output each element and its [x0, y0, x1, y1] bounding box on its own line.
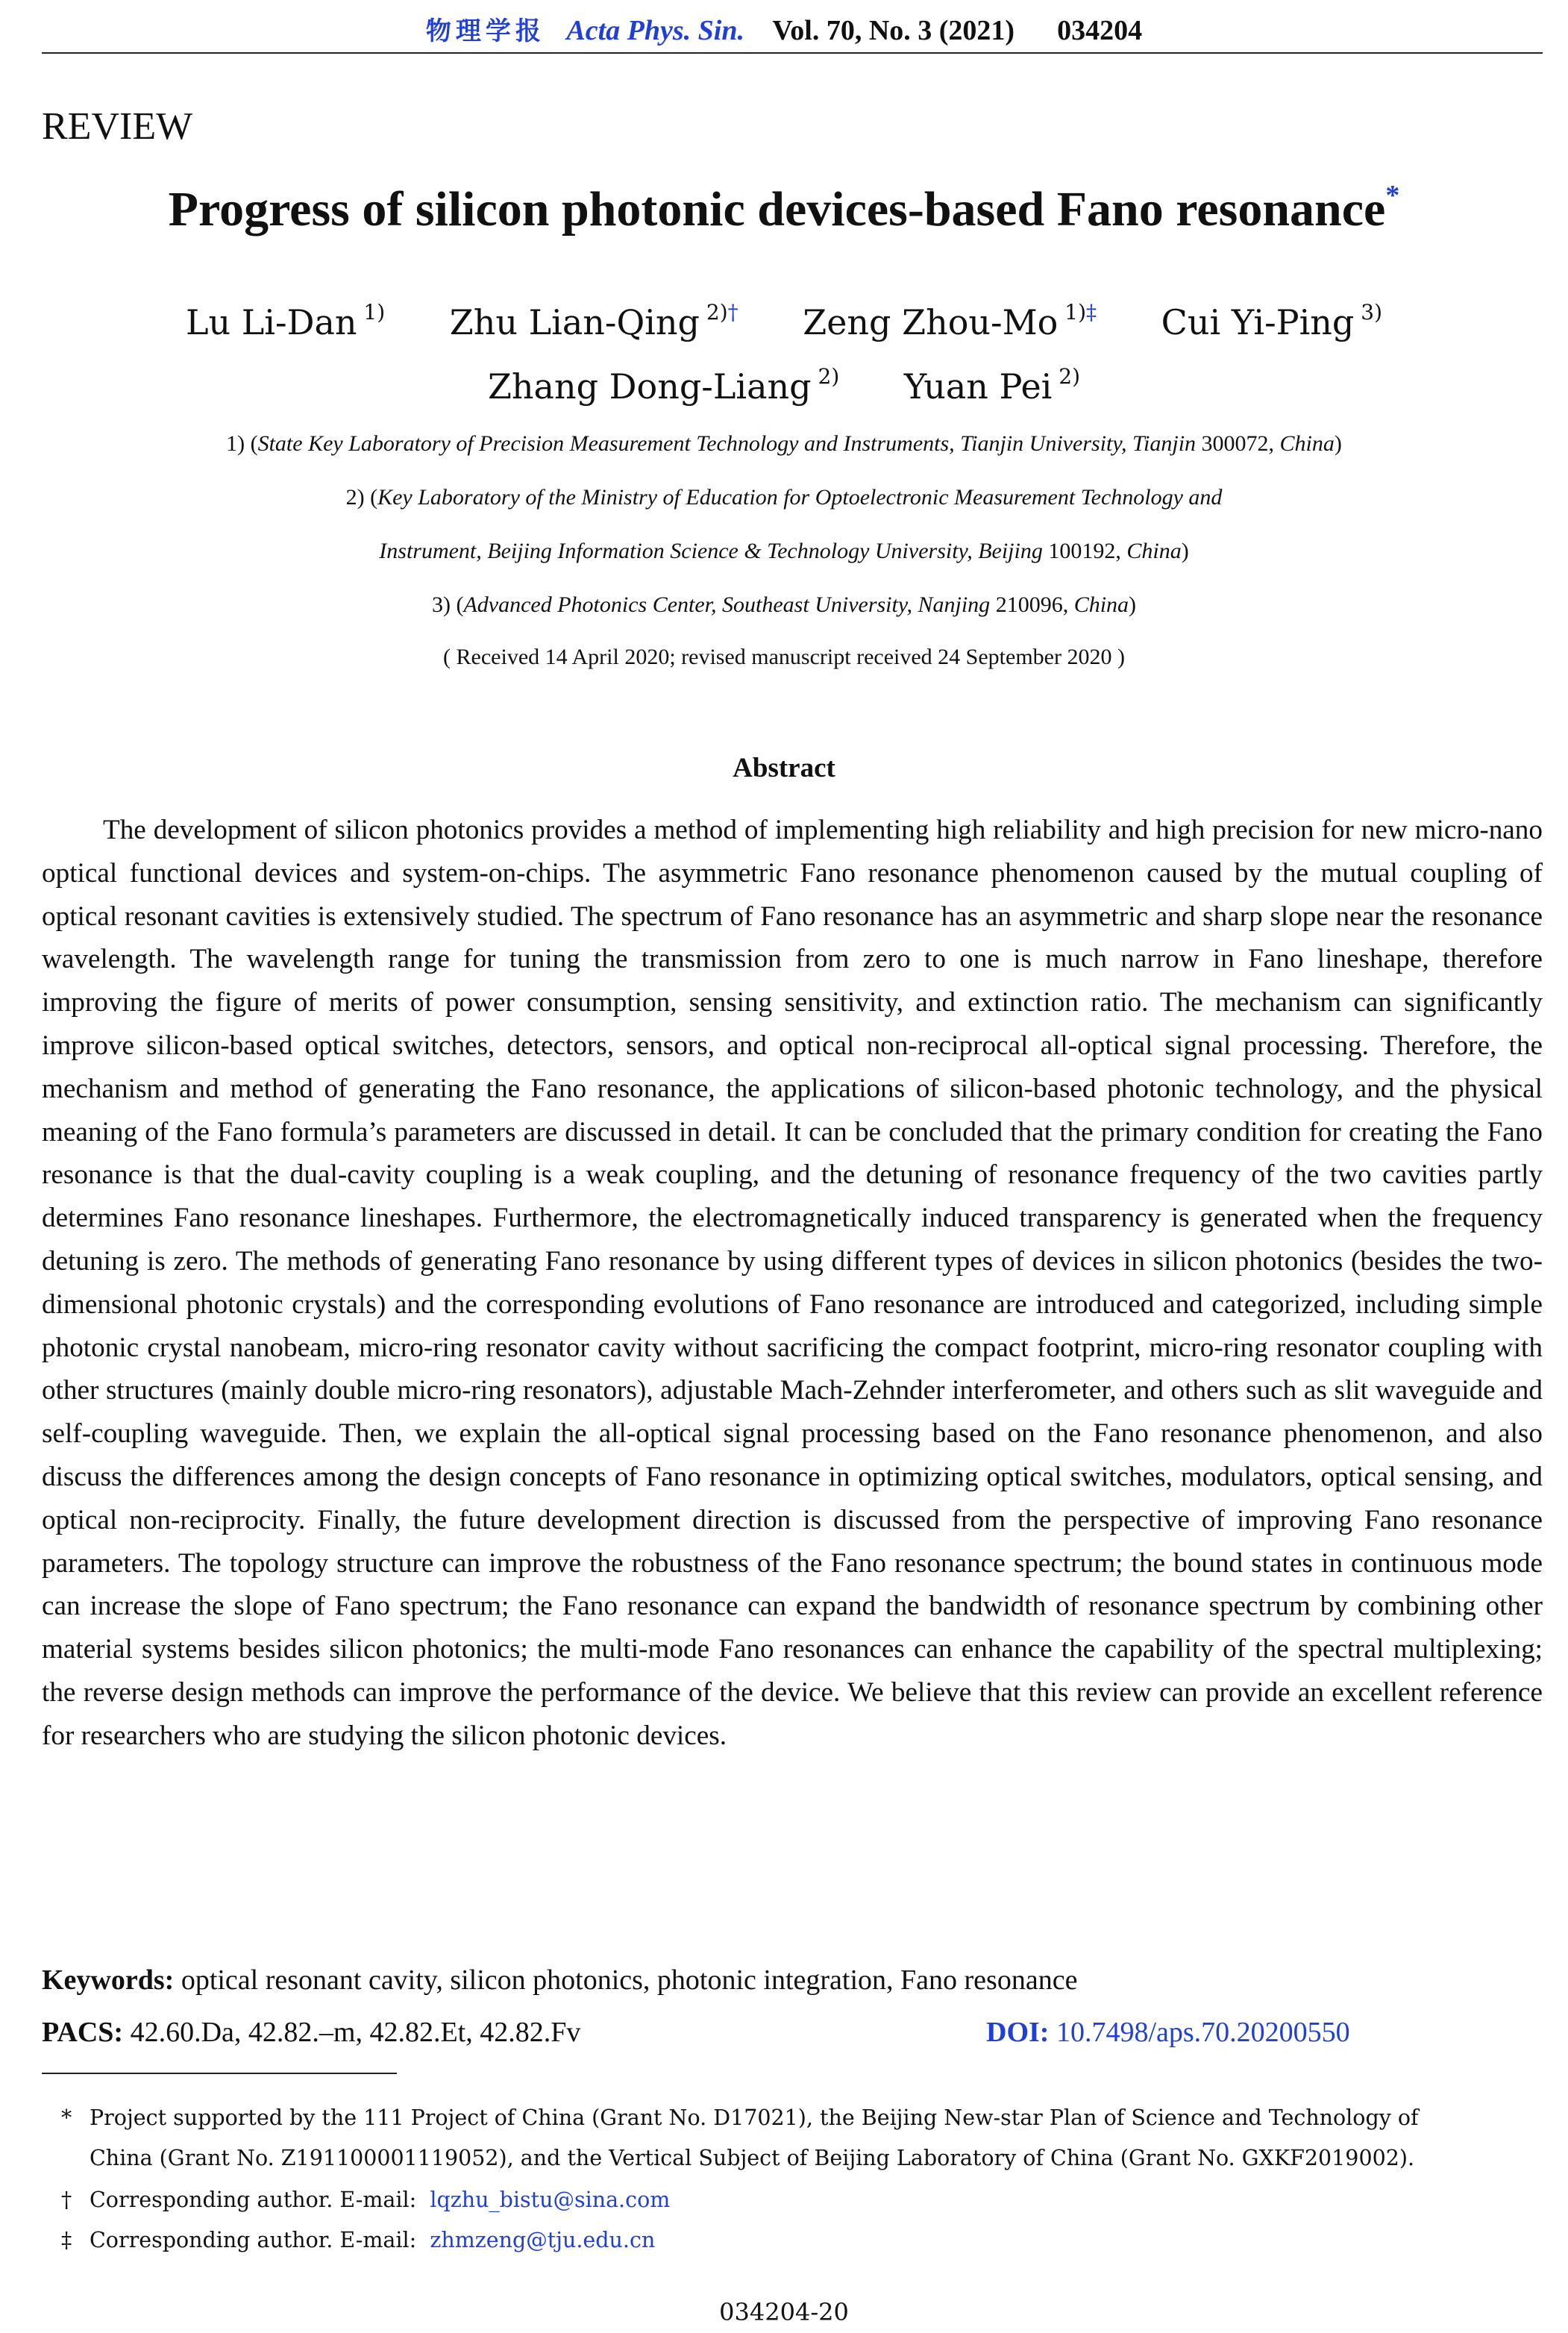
pacs-value: 42.60.Da, 42.82.–m, 42.82.Et, 42.82.Fv	[130, 2017, 581, 2048]
footnote-project: * Project supported by the 111 Project of China (Grant No. D17021), the Beijing New-star Plan of Science and Technology of China (Grant No. Z191100001119052), and the Vertical Subject of Beijing Laboratory of China (Grant No. GXKF2019002).	[90, 2098, 1507, 2179]
journal-name-english: Acta Phys. Sin.	[566, 15, 744, 46]
doi-link[interactable]: 10.7498/aps.70.20200550	[1056, 2017, 1350, 2048]
author-line-2	[0, 364, 1568, 407]
author: Lu Li-Dan $^{1)}$	[185, 300, 386, 342]
footnote-corresponding-1: † Corresponding author. E-mail: lqzhu_bistu@sina.com	[90, 2180, 1507, 2220]
corresponding-mark[interactable]: ‡	[1086, 300, 1097, 325]
doi	[986, 2016, 1350, 2049]
journal-volume: Vol. 70, No. 3 (2021)	[772, 15, 1015, 46]
affiliation-1: 1) (State Key Laboratory of Precision Measurement Technology and Instruments, Tianjin University, Tianjin 300072, China)	[226, 431, 1342, 456]
footnote-corresponding-2: ‡ Corresponding author. E-mail: zhmzeng@tju.edu.cn	[90, 2220, 1507, 2261]
abstract-heading: Abstract	[733, 753, 835, 783]
keywords	[42, 1964, 1543, 1997]
keywords-label: Keywords:	[42, 1964, 175, 1996]
corresponding-mark[interactable]: †	[727, 300, 738, 325]
article-number: 034204	[1057, 15, 1143, 46]
footnote-symbol: *	[61, 2105, 72, 2130]
abstract-text: The development of silicon photonics provides a method of implementing high reliability and high precision for new micro-nano optical functional devices and system-on-chips. The asymmetric Fano resonance phenomenon caused by the mutual coupling of optical resonant cavities is extensively studied. The spectrum of Fano resonance has an asymmetric and sharp slope near the resonance wavelength. The wavelength range for tuning the transmission from zero to one is much narrow in Fano lineshape, therefore improving the figure of merits of power consumption, sensing sensitivity, and extinction ratio. The mechanism can significantly improve silicon-based optical switches, detectors, sensors, and optical non-reciprocal all-optical signal processing. Therefore, the mechanism and method of generating the Fano resonance, the applications of silicon-based photonic technology, and the physical meaning of the Fano formula’s parameters are discussed in detail. It can be concluded that the primary condition for creating the Fano resonance is that the dual-cavity coupling is a weak coupling, and the detuning of resonance frequency of the two cavities partly determines Fano resonance lineshapes. Furthermore, the electromagnetically induced transparency is generated when the frequency detuning is zero. The methods of generating Fano resonance by using different types of devices in silicon photonics (besides the two-dimensional photonic crystals) and the corresponding evolutions of Fano resonance are introduced and categorized, including simple photonic crystal nanobeam, micro-ring resonator cavity without sacrificing the compact footprint, micro-ring resonator coupling with other structures (mainly double micro-ring resonators), adjustable Mach-Zehnder interferometer, and others such as slit waveguide and self-coupling waveguide. Then, we explain the all-optical signal processing based on the Fano resonance phenomenon, and also discuss the differences among the design concepts of Fano resonance in optimizing optical switches, modulators, optical sensing, and optical non-reciprocity. Finally, the future development direction is discussed from the perspective of improving Fano resonance parameters. The topology structure can improve the robustness of the Fano resonance spectrum; the bound states in continuous mode can increase the slope of Fano spectrum; the Fano resonance can expand the bandwidth of resonance spectrum by combining other material systems besides silicon photonics; the multi-mode Fano resonances can enhance the capability of the spectral multiplexing; the reverse design methods can improve the performance of the device. We believe that this review can provide an excellent reference for researchers who are studying the silicon photonic devices.	[42, 815, 1543, 1751]
email-link[interactable]: lqzhu_bistu@sina.com	[430, 2188, 671, 2212]
journal-name-chinese: 物理学报	[425, 16, 545, 46]
footnote-rule	[42, 2073, 397, 2074]
author: Zhang Dong-Liang $^{2)}$	[487, 364, 840, 407]
affiliation-2-line-1: 2) (Key Laboratory of the Ministry of Education for Optoelectronic Measurement Technology and	[345, 485, 1223, 510]
page-number: 034204-20	[719, 2298, 849, 2326]
title-footnote-mark[interactable]: *	[1385, 180, 1400, 211]
received-dates: ( Received 14 April 2020; revised manuscript received 24 September 2020 )	[443, 645, 1125, 669]
doi-label: DOI:	[986, 2017, 1050, 2048]
pacs	[42, 2016, 580, 2049]
footnote-symbol: ‡	[61, 2228, 72, 2252]
affiliation-3: 3) (Advanced Photonics Center, Southeast University, Nanjing 210096, China)	[431, 592, 1137, 617]
pacs-label: PACS:	[42, 2017, 124, 2048]
author: Yuan Pei $^{2)}$	[903, 364, 1081, 407]
footnote-symbol: †	[61, 2188, 72, 2212]
section-label: REVIEW	[42, 105, 193, 148]
running-header	[0, 10, 1568, 47]
author: Zhu Lian-Qing $^{2)\dagger}$	[449, 300, 738, 342]
paper-title	[0, 179, 1568, 238]
author-line-1	[0, 300, 1568, 342]
paper-title-text: Progress of silicon photonic devices-based Fano resonance	[168, 182, 1386, 237]
header-rule	[42, 52, 1543, 54]
affiliation-2-line-2: Instrument, Beijing Information Science & Technology University, Beijing 100192, China)	[379, 539, 1189, 563]
keywords-value: optical resonant cavity, silicon photonics, photonic integration, Fano resonance	[181, 1964, 1078, 1996]
email-link[interactable]: zhmzeng@tju.edu.cn	[430, 2228, 656, 2252]
author: Zeng Zhou-Mo $^{1)\ddagger}$	[803, 300, 1097, 342]
author: Cui Yi-Ping $^{3)}$	[1161, 300, 1383, 342]
